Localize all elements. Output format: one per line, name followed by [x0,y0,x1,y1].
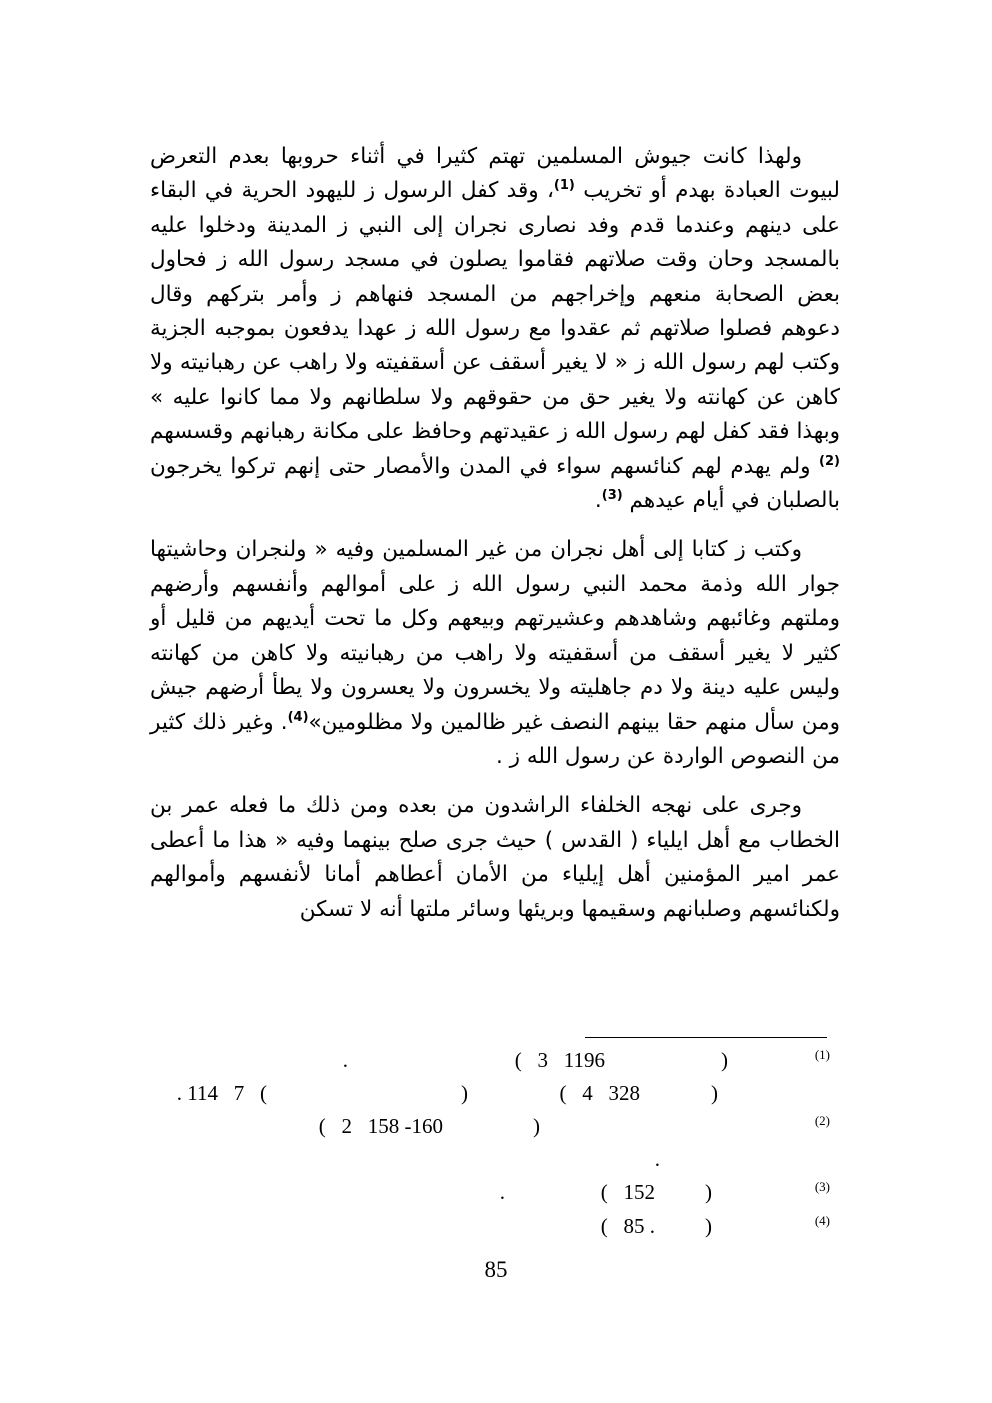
footnote-number-2: (2) [814,1113,830,1128]
footnote-3-fragment-dot: . [499,1180,505,1204]
footnotes [140,1042,830,1241]
paragraph-1-text-c: ولم يهدم لهم كنائسهم سواء في المدن والأمصار حتى إنهم تركوا يخرجون بالصلبان في أيام عيدهم [150,453,840,514]
paragraph-2-text: وكتب ز كتابا إلى أهل نجران من غير المسلمين وفيه « ولنجران وحاشيتها جوار الله وذمة محمد النبي رسول الله ز على أموالهم وأنفسهم وأرضهم وملتهم وغائبهم وشاهدهم وعشيرتهم وبيعهم وكل ما تحت أيديهم من قليل أو كثير لا يغير أسقف من أسقفيته ولا راهب من رهبانيته ولا كاهن من كهانته وليس عليه دينة ولا دم جاهليته ولا يخسرون ولا يعسرون ولا يطأ أرضهم جيش ومن سأل منهم حقا بينهم النصف غير ظالمين ولا مظلومين» [150,537,840,735]
footnote-1-fragment-dot: . [342,1048,348,1072]
paragraph-3-text: وجرى على نهجه الخلفاء الراشدون من بعده ومن ذلك ما فعله عمر بن الخطاب مع أهل ايلياء ( القدس ) حيث جرى صلح بينهما وفيه « هذا ما أعطى عمر امير المؤمنين أهل إيلياء من الأمان أعطاهم أمانا لأنفسهم وأموالهم ولكنائسهم وصلبانهم وسقيمها وبريئها وسائر ملتها أنه لا تسكن [150,793,840,922]
footnote-1-fragment-b: ( 3 1196 [514,1048,605,1072]
footnote-2-fragment-dot: . [654,1147,660,1171]
footnote-1-fragment-f: . 114 7 ( [176,1081,267,1105]
footnote-1-fragment-e: ) [461,1081,468,1105]
footnote-number-3: (3) [814,1179,830,1194]
page-number: 85 [484,1257,508,1282]
footnote-4-fragment-b: ( 85 . [600,1214,655,1238]
footnote-line-6 [140,1208,830,1241]
footnote-ref-3[interactable]: (3) [601,487,623,503]
paragraph-1-text-a: ولهذا كانت جيوش المسلمين تهتم كثيرا في أثناء حروبها بعدم التعرض لبيوت العبادة بهدم أو تخريب [150,144,840,204]
footnote-1-fragment-c: ) [711,1081,718,1105]
footnote-line-4 [140,1141,830,1174]
paragraph-3 [150,789,840,927]
footnote-separator [585,1037,827,1038]
footnote-3-fragment-a: ) [705,1180,712,1204]
footnote-line-2 [140,1075,830,1108]
paragraph-1-text-d: . [594,488,602,514]
footnote-2-fragment-a: ) [533,1114,540,1138]
footnote-line-3 [140,1108,830,1141]
footnote-number-4: (4) [814,1213,830,1228]
footnote-ref-2[interactable]: (2) [819,453,840,469]
paragraph-1 [150,140,840,518]
body-text [150,140,840,927]
paragraph-1-text-b: ، وقد كفل الرسول ز لليهود الحرية في البقاء على دينهم وعندما قدم وفد نصارى نجران إلى النبي ز المدينة ودخلوا عليه بالمسجد وحان وقت صلاتهم فقاموا يصلون في مسجد رسول الله ز فحاول بعض الصحابة منعهم وإخراجهم من المسجد فنهاهم ز وأمر بتركهم وقال دعوهم فصلوا صلاتهم ثم عقدوا مع رسول الله ز عهدا يدفعون بموجبه الجزية وكتب لهم رسول الله ز « لا يغير أسقف عن أسقفيته ولا راهب عن رهبانيته ولا كاهن عن كهانته ولا يغير حق من حقوقهم ولا سلطانهم ولا مما كانوا عليه » وبهذا فقد كفل لهم رسول الله ز عقيدتهم وحافظ على مكانة رهبانهم وقسسهم [150,178,840,445]
footnote-ref-1[interactable]: (1) [553,178,575,194]
footnote-number-1: (1) [814,1047,830,1062]
paragraph-2-tail: . وغير ذلك كثير من النصوص الواردة عن رسول الله ز . [150,709,840,769]
footnote-line-5 [140,1174,830,1208]
footnote-3-fragment-b: ( 152 [600,1180,655,1204]
footnote-2-fragment-b: ( 2 158 -160 [318,1114,443,1138]
footnote-4-fragment-a: ) [705,1214,712,1238]
footnote-line-1 [140,1042,830,1075]
footnote-1-fragment-a: ) [721,1048,728,1072]
paragraph-2 [150,533,840,774]
footnote-ref-4[interactable]: (4) [287,709,309,725]
footnote-1-fragment-d: ( 4 328 [559,1081,640,1105]
